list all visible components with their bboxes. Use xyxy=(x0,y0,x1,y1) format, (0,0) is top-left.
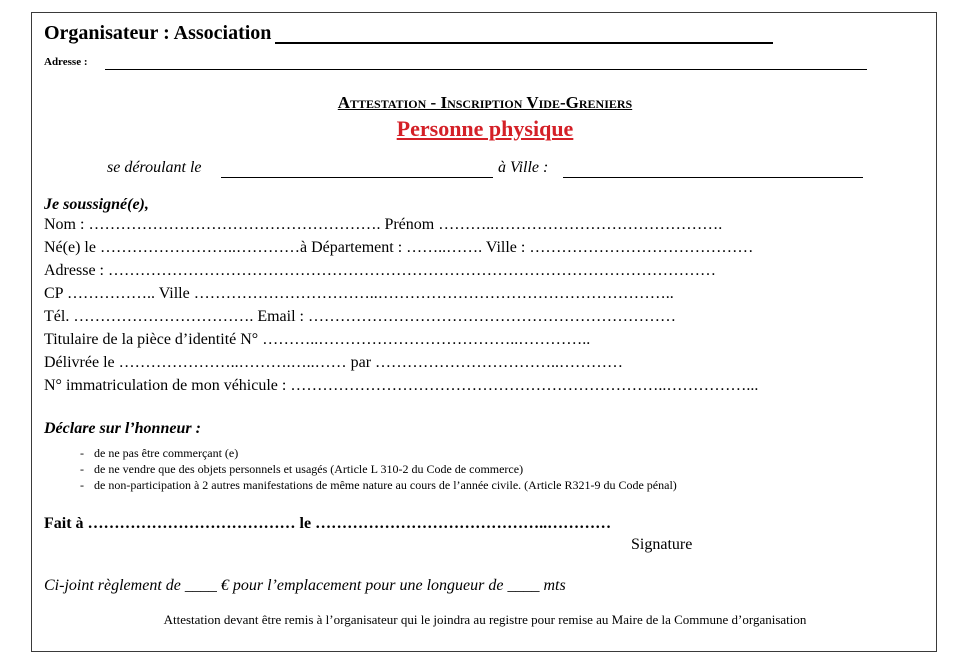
identity-heading: Je soussigné(e), xyxy=(44,196,149,213)
event-city-label: à Ville : xyxy=(498,159,549,176)
event-city-blank[interactable] xyxy=(563,177,863,178)
identity-line-issued[interactable]: Délivrée le …………………..……….…..…… par ……………………………..………… xyxy=(44,354,624,371)
bullet-dash: - xyxy=(80,446,84,460)
made-at-line[interactable]: Fait à ………………………………… le ……………………………………..………… xyxy=(44,515,612,532)
footer-note: Attestation devant être remis à l’organisateur qui le joindra au registre pour remise au Maire de la Commune d’organisation xyxy=(163,612,807,627)
bullet-dash: - xyxy=(80,462,84,476)
identity-line-address[interactable]: Adresse : …………………………………………………………………………………………………… xyxy=(44,262,716,279)
declaration-heading: Déclare sur l’honneur : xyxy=(44,420,201,437)
declaration-item-text: de ne pas être commerçant (e) xyxy=(94,446,239,460)
identity-line-id-number[interactable]: Titulaire de la pièce d’identité N° ………..………………………………..………….. xyxy=(44,331,591,348)
declaration-item xyxy=(80,445,677,461)
identity-line-postcode[interactable]: CP …………….. Ville ……………………………..……………………………………………….. xyxy=(44,285,674,302)
signature-label: Signature xyxy=(631,536,693,553)
organiser-blank-line[interactable] xyxy=(275,42,773,44)
payment-text-3: mts xyxy=(543,577,566,594)
bullet-dash: - xyxy=(80,478,84,492)
declaration-item-text: de ne vendre que des objets personnels et usagés (Article L 310-2 du Code de commerce) xyxy=(94,462,524,476)
payment-line xyxy=(44,577,566,595)
document-title: Attestation - Inscription Vide-Greniers xyxy=(337,93,633,112)
identity-line-phone-email[interactable]: Tél. ……………………………. Email : …………………………………………………………… xyxy=(44,308,676,325)
declaration-list xyxy=(80,445,677,493)
payment-text-1: Ci-joint règlement de xyxy=(44,577,181,594)
address-label: Adresse : xyxy=(44,56,88,68)
declaration-item xyxy=(80,477,677,493)
organiser-label: Organisateur : Association xyxy=(44,22,272,44)
document-page xyxy=(31,12,937,652)
payment-length-blank[interactable]: ____ xyxy=(507,577,540,594)
declaration-item xyxy=(80,461,677,477)
document-subtitle: Personne physique xyxy=(396,116,574,141)
identity-line-vehicle[interactable]: N° immatriculation de mon véhicule : ……………………………………………………………..……………... xyxy=(44,377,759,394)
identity-line-name[interactable]: Nom : ………………………………………………. Prénom ………..……………………………………. xyxy=(44,216,723,233)
declaration-item-text: de non-participation à 2 autres manifestations de même nature au cours de l’année civile. (Article R321-9 du Code pénal) xyxy=(94,478,677,492)
payment-amount-blank[interactable]: ____ xyxy=(184,577,217,594)
payment-text-2: € pour l’emplacement pour une longueur de xyxy=(220,577,504,594)
address-blank-line[interactable] xyxy=(105,69,867,70)
identity-line-birth[interactable]: Né(e) le ……………………..…………à Département : ……..……. Ville : …………………………………… xyxy=(44,239,754,256)
event-date-label: se déroulant le xyxy=(107,159,202,176)
event-date-blank[interactable] xyxy=(221,177,493,178)
